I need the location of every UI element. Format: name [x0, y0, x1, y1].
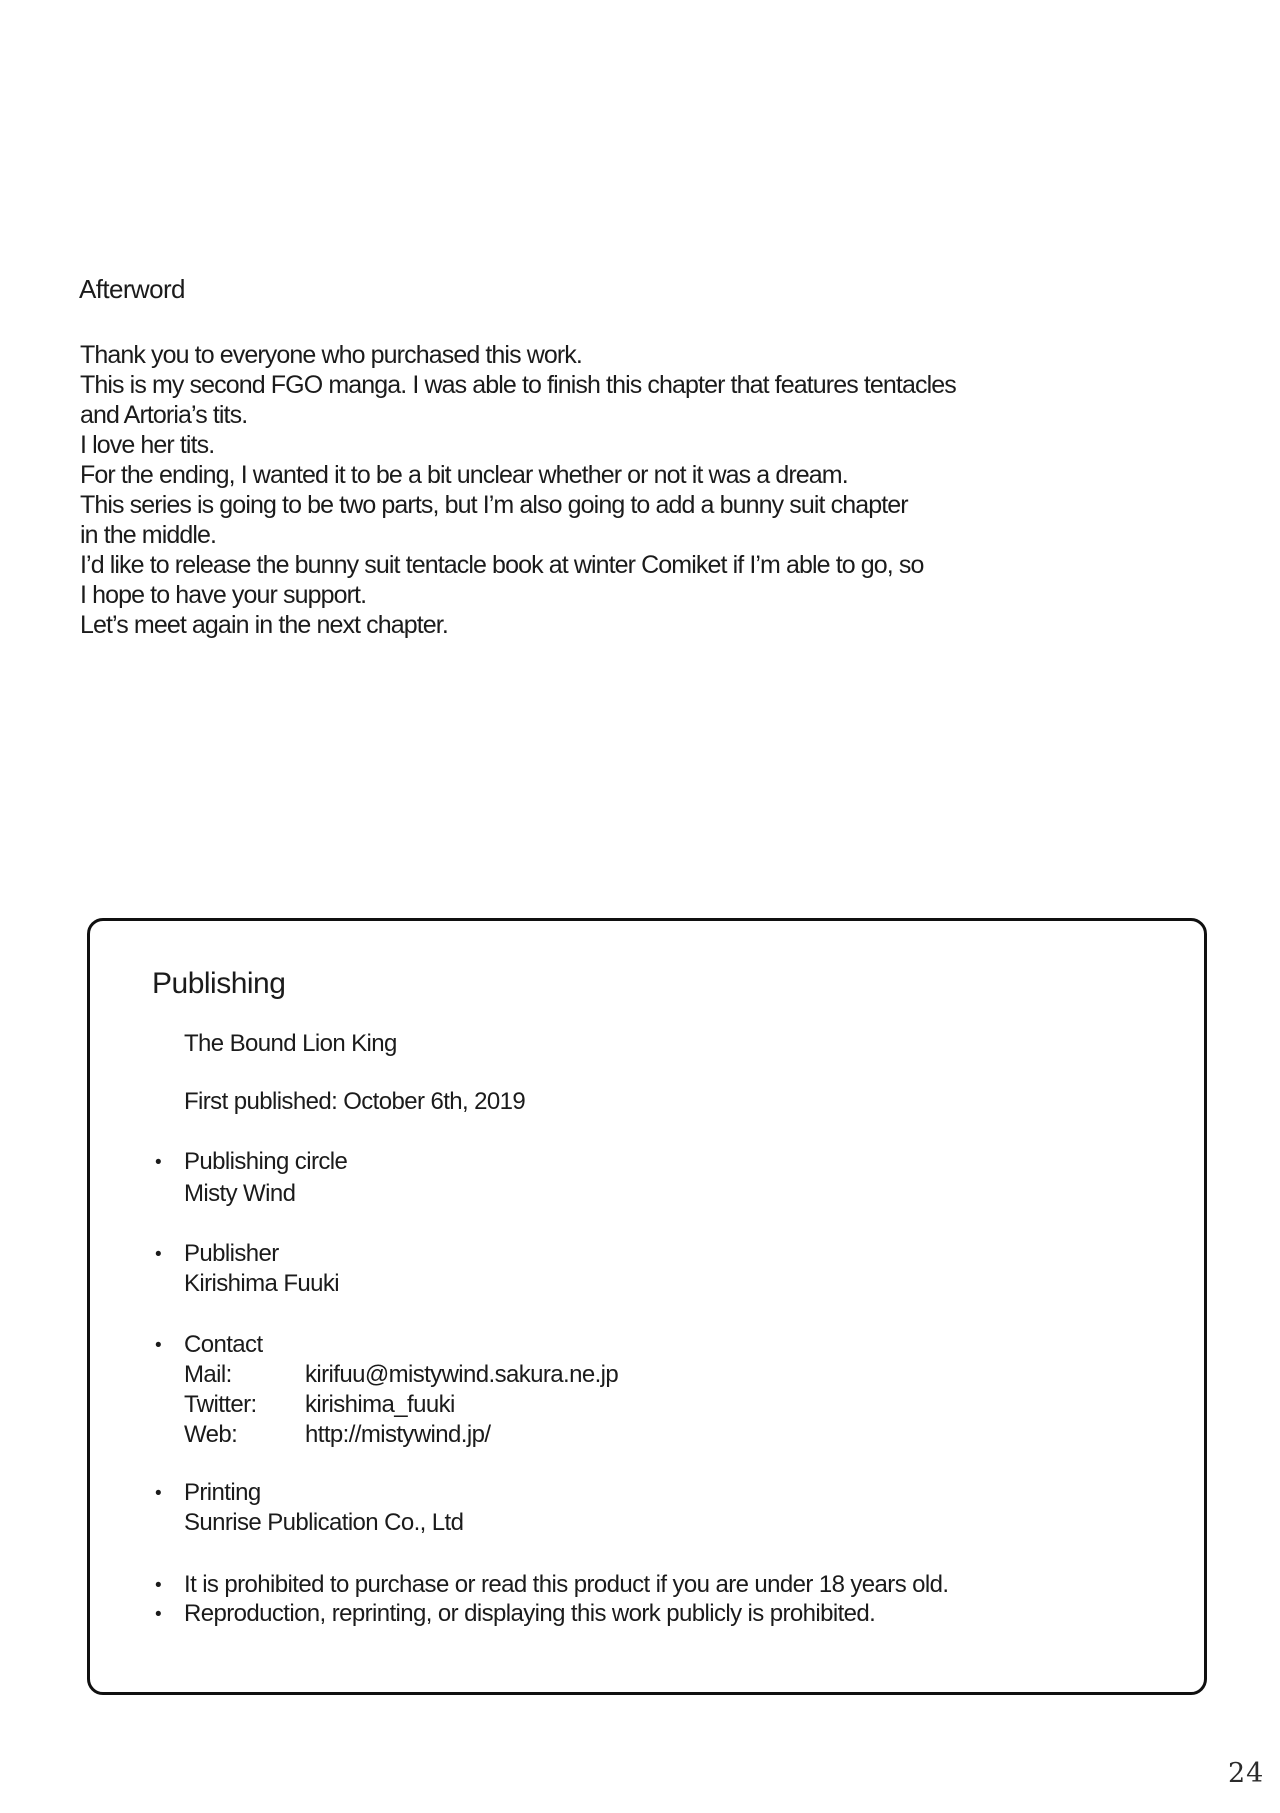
afterword-heading: Afterword: [79, 274, 185, 304]
twitter-value: kirishima_fuuki: [305, 1391, 455, 1418]
publisher-label: Publisher: [184, 1240, 279, 1267]
web-label: Web:: [184, 1421, 238, 1448]
contact-label: Contact: [184, 1331, 263, 1358]
bullet-icon: •: [154, 1335, 162, 1356]
afterword-paragraph: [80, 340, 956, 640]
publishing-box: [87, 918, 1207, 1695]
afterword-line: This is my second FGO manga. I was able to finish this chapter that features tentacles: [80, 371, 956, 399]
afterword-line: Let’s meet again in the next chapter.: [80, 611, 448, 639]
first-published-date: First published: October 6th, 2019: [184, 1088, 526, 1115]
twitter-label: Twitter:: [184, 1391, 257, 1418]
afterword-line: in the middle.: [80, 521, 217, 549]
publisher-value: Kirishima Fuuki: [184, 1270, 340, 1297]
contact-mail-row: [184, 1360, 618, 1390]
contact-web-row: [184, 1420, 490, 1450]
publishing-circle-value: Misty Wind: [184, 1180, 296, 1207]
bullet-icon: •: [154, 1604, 162, 1625]
bullet-icon: •: [154, 1575, 162, 1596]
page-number: 24: [1228, 1758, 1265, 1789]
afterword-line: Thank you to everyone who purchased this work.: [80, 341, 582, 369]
printing-value: Sunrise Publication Co., Ltd: [184, 1509, 464, 1536]
afterword-line: I love her tits.: [80, 431, 215, 459]
afterword-line: and Artoria’s tits.: [80, 401, 248, 429]
afterword-line: I hope to have your support.: [80, 581, 367, 609]
contact-twitter-row: [184, 1390, 455, 1420]
afterword-line: For the ending, I wanted it to be a bit unclear whether or not it was a dream.: [80, 461, 848, 489]
bullet-icon: •: [154, 1152, 162, 1173]
mail-label: Mail:: [184, 1361, 232, 1388]
age-restriction-notice: It is prohibited to purchase or read this product if you are under 18 years old.: [184, 1571, 949, 1598]
mail-value: kirifuu@mistywind.sakura.ne.jp: [305, 1361, 619, 1388]
web-value: http://mistywind.jp/: [305, 1421, 491, 1448]
publishing-circle-label: Publishing circle: [184, 1148, 348, 1175]
reproduction-notice: Reproduction, reprinting, or displaying this work publicly is prohibited.: [184, 1600, 876, 1627]
bullet-icon: •: [154, 1244, 162, 1265]
publishing-heading: Publishing: [152, 967, 286, 1000]
afterword-line: This series is going to be two parts, but I’m also going to add a bunny suit chapter: [80, 491, 908, 519]
afterword-line: I’d like to release the bunny suit tentacle book at winter Comiket if I’m able to go, so: [80, 551, 924, 579]
book-title: The Bound Lion King: [184, 1030, 397, 1057]
bullet-icon: •: [154, 1483, 162, 1504]
printing-label: Printing: [184, 1479, 261, 1506]
